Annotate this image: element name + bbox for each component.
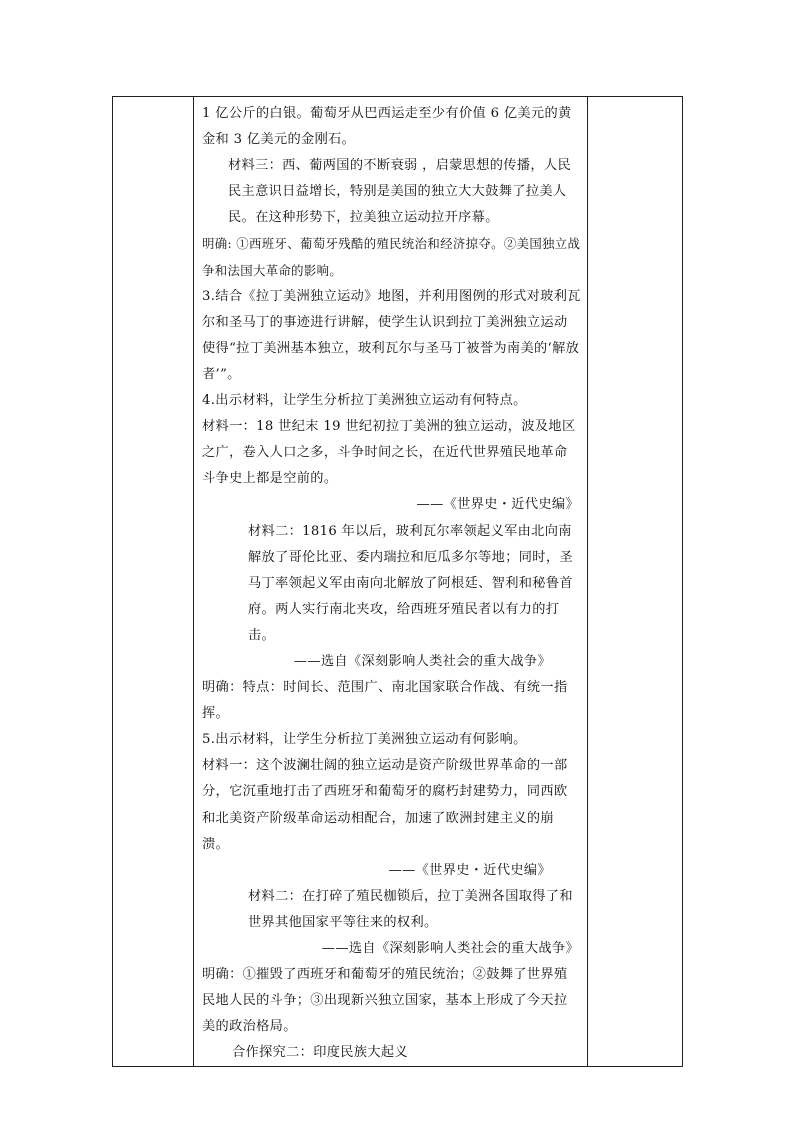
paragraph-2: 材料三：西、葡两国的不断衰弱 ，启蒙思想的传播，人民民主意识日益增长，特别是美国的独立大大鼓舞了拉美人民。在这种形势下，拉美独立运动拉开序幕。 bbox=[228, 158, 571, 226]
lesson-table bbox=[112, 96, 683, 1067]
source-4: ——选自《深刻影响人类社会的重大战争》 bbox=[321, 941, 579, 956]
paragraph-12: 明确：①摧毁了西班牙和葡萄牙的殖民统治；②鼓舞了世界殖民地人民的斗争；③出现新兴独立国家，基本上形成了今天拉美的政治格局。 bbox=[202, 967, 568, 1035]
paragraph-11: 材料二：在打碎了殖民枷锁后，拉丁美洲各国取得了和世界其他国家平等往来的权利。 bbox=[248, 888, 573, 930]
left-cell bbox=[113, 97, 194, 1067]
paragraph-8: 明确：特点：时间长、范围广、南北国家联合作战、有统一指挥。 bbox=[202, 680, 568, 722]
source-2: ——选自《深刻影响人类社会的重大战争》 bbox=[293, 653, 551, 669]
content-block bbox=[194, 97, 587, 1066]
paragraph-4: 3.结合《拉丁美洲独立运动》地图，并利用图例的形式对玻利瓦尔和圣马丁的事迹进行讲解，使学生认识到拉丁美洲独立运动使得“拉丁美洲基本独立，玻利瓦尔与圣马丁被誉为南美的‘解放者’”。 bbox=[202, 288, 581, 382]
paragraph-3: 明确: ①西班牙、葡萄牙残酷的殖民统治和经济掠夺。②美国独立战争和法国大革命的影响。 bbox=[202, 236, 581, 278]
source-3: ——《世界史・近代史编》 bbox=[388, 862, 551, 878]
paragraph-13: 合作探究二：印度民族大起义 bbox=[232, 1045, 408, 1061]
right-cell bbox=[588, 97, 683, 1067]
table-row bbox=[113, 97, 683, 1067]
paragraph-10: 材料一：这个波澜壮阔的独立运动是资产阶级世界革命的一部分，它沉重地打击了西班牙和葡萄牙的腐朽封建势力，同西欧和北美资产阶级革命运动相配合，加速了欧洲封建主义的崩溃。 bbox=[202, 758, 568, 852]
source-1: ——《世界史・近代史编》 bbox=[416, 497, 579, 513]
paragraph-9: 5.出示材料，让学生分析拉丁美洲独立运动有何影响。 bbox=[202, 732, 527, 748]
paragraph-7: 材料二：1816 年以后，玻利瓦尔率领起义军由北向南解放了哥伦比亚、委内瑞拉和厄瓜多尔等地；同时，圣马丁率领起义军由南向北解放了阿根廷、智利和秘鲁首府。两人实行南北夹攻，给西班牙殖民者以有力的打击。 bbox=[248, 523, 573, 643]
paragraph-5: 4.出示材料，让学生分析拉丁美洲独立运动有何特点。 bbox=[202, 393, 527, 409]
paragraph-1: 1 亿公斤的白银。葡萄牙从巴西运走至少有价值 6 亿美元的黄金和 3 亿美元的金刚石。 bbox=[202, 106, 572, 148]
paragraph-6: 材料一：18 世纪末 19 世纪初拉丁美洲的独立运动，波及地区之广，卷入人口之多，斗争时间之长，在近代世界殖民地革命斗争史上都是空前的。 bbox=[202, 419, 576, 487]
content-cell bbox=[194, 97, 588, 1067]
